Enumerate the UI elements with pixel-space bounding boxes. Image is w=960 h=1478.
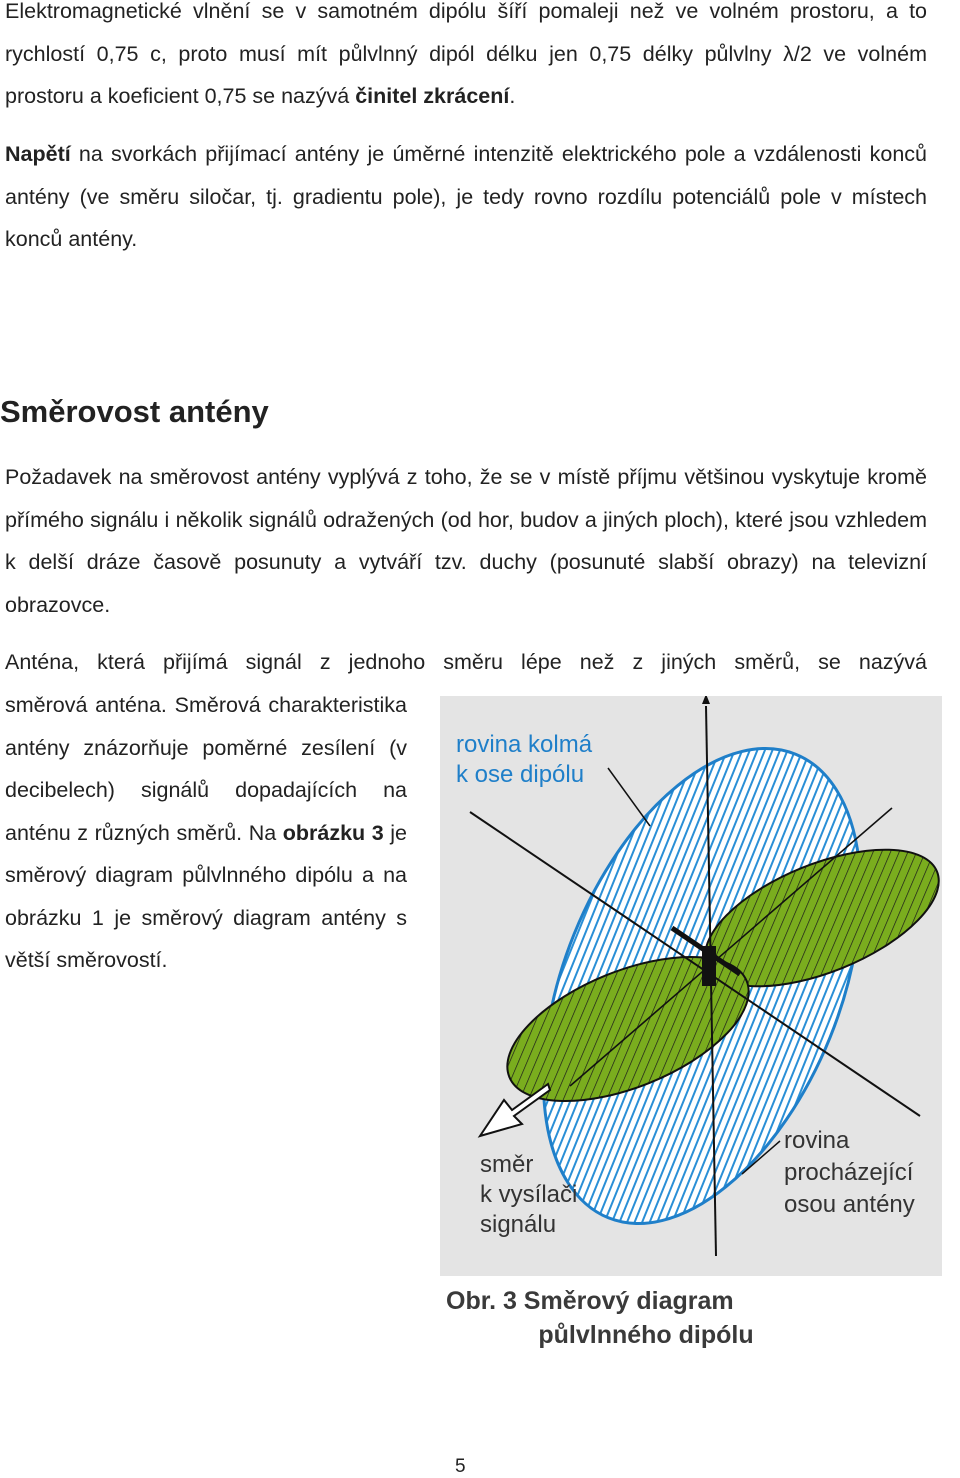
directional-text-a: směrová anténa. Směrová charakteristika antény znázorňuje poměrné zesílení (v decibelech) signálů dopadajících na anténu z různých směrů. Na (5, 693, 407, 845)
label-direction-1: směr (480, 1151, 534, 1178)
figure-caption (446, 1284, 846, 1352)
directional-antenna-paragraph (5, 684, 407, 982)
directivity-paragraph: Požadavek na směrovost antény vyplývá z toho, že se v místě příjmu většinou vyskytuje kromě přímého signálu i několik signálů odražených (od hor, budov a jiných ploch), které jsou vzhledem k delší dráze časově posunuty a vytváří tzv. duchy (posunuté slabší obrazy) na televizní obrazovce. (5, 465, 927, 617)
figure-reference: obrázku 3 (282, 820, 384, 845)
caption-line-1: Obr. 3 Směrový diagram (446, 1287, 734, 1315)
voltage-text: na svorkách přijímací antény je úměrné intenzitě elektrického pole a vzdálenosti konců antény (ve směru siločar, tj. gradientu pole), je tedy rovno rozdílu potenciálů pole v místech konců antény. (5, 142, 927, 251)
page-number: 5 (455, 1456, 466, 1477)
section-heading: Směrovost antény (0, 394, 269, 429)
radiation-pattern-diagram (440, 696, 942, 1276)
directional-text-b: je směrový diagram půlvlnného dipólu a na obrázku 1 je směrový diagram antény s větší směrovostí. (5, 820, 407, 972)
label-perpendicular-plane-2: k ose dipólu (456, 761, 585, 788)
intro-end: . (509, 84, 516, 108)
voltage-paragraph (5, 133, 927, 261)
directional-antenna-paragraph-line: Anténa, která přijímá signál z jednoho směru lépe než z jiných směrů, se nazývá (5, 650, 927, 674)
dipole-feed (702, 946, 716, 986)
intro-paragraph (5, 0, 927, 118)
radiation-pattern-figure (440, 696, 942, 1276)
label-antenna-plane-2: procházející (784, 1159, 914, 1186)
label-direction-3: signálu (480, 1211, 557, 1238)
voltage-term: Napětí (5, 142, 71, 166)
label-antenna-plane-3: osou antény (784, 1191, 915, 1218)
label-antenna-plane-1: rovina (784, 1127, 850, 1154)
intro-text: Elektromagnetické vlnění se v samotném dipólu šíří pomaleji než ve volném prostoru, a to rychlostí 0,75 c, proto musí mít půlvlnný dipól délku jen 0,75 délky půlvlny λ/2 ve volném prostoru a koeficient 0,75 se nazývá (5, 0, 927, 108)
caption-line-2: půlvlnného dipólu (538, 1321, 754, 1349)
shortening-factor-term: činitel zkrácení (355, 84, 510, 108)
label-perpendicular-plane-1: rovina kolmá (456, 731, 593, 758)
label-direction-2: k vysílači (480, 1181, 578, 1208)
